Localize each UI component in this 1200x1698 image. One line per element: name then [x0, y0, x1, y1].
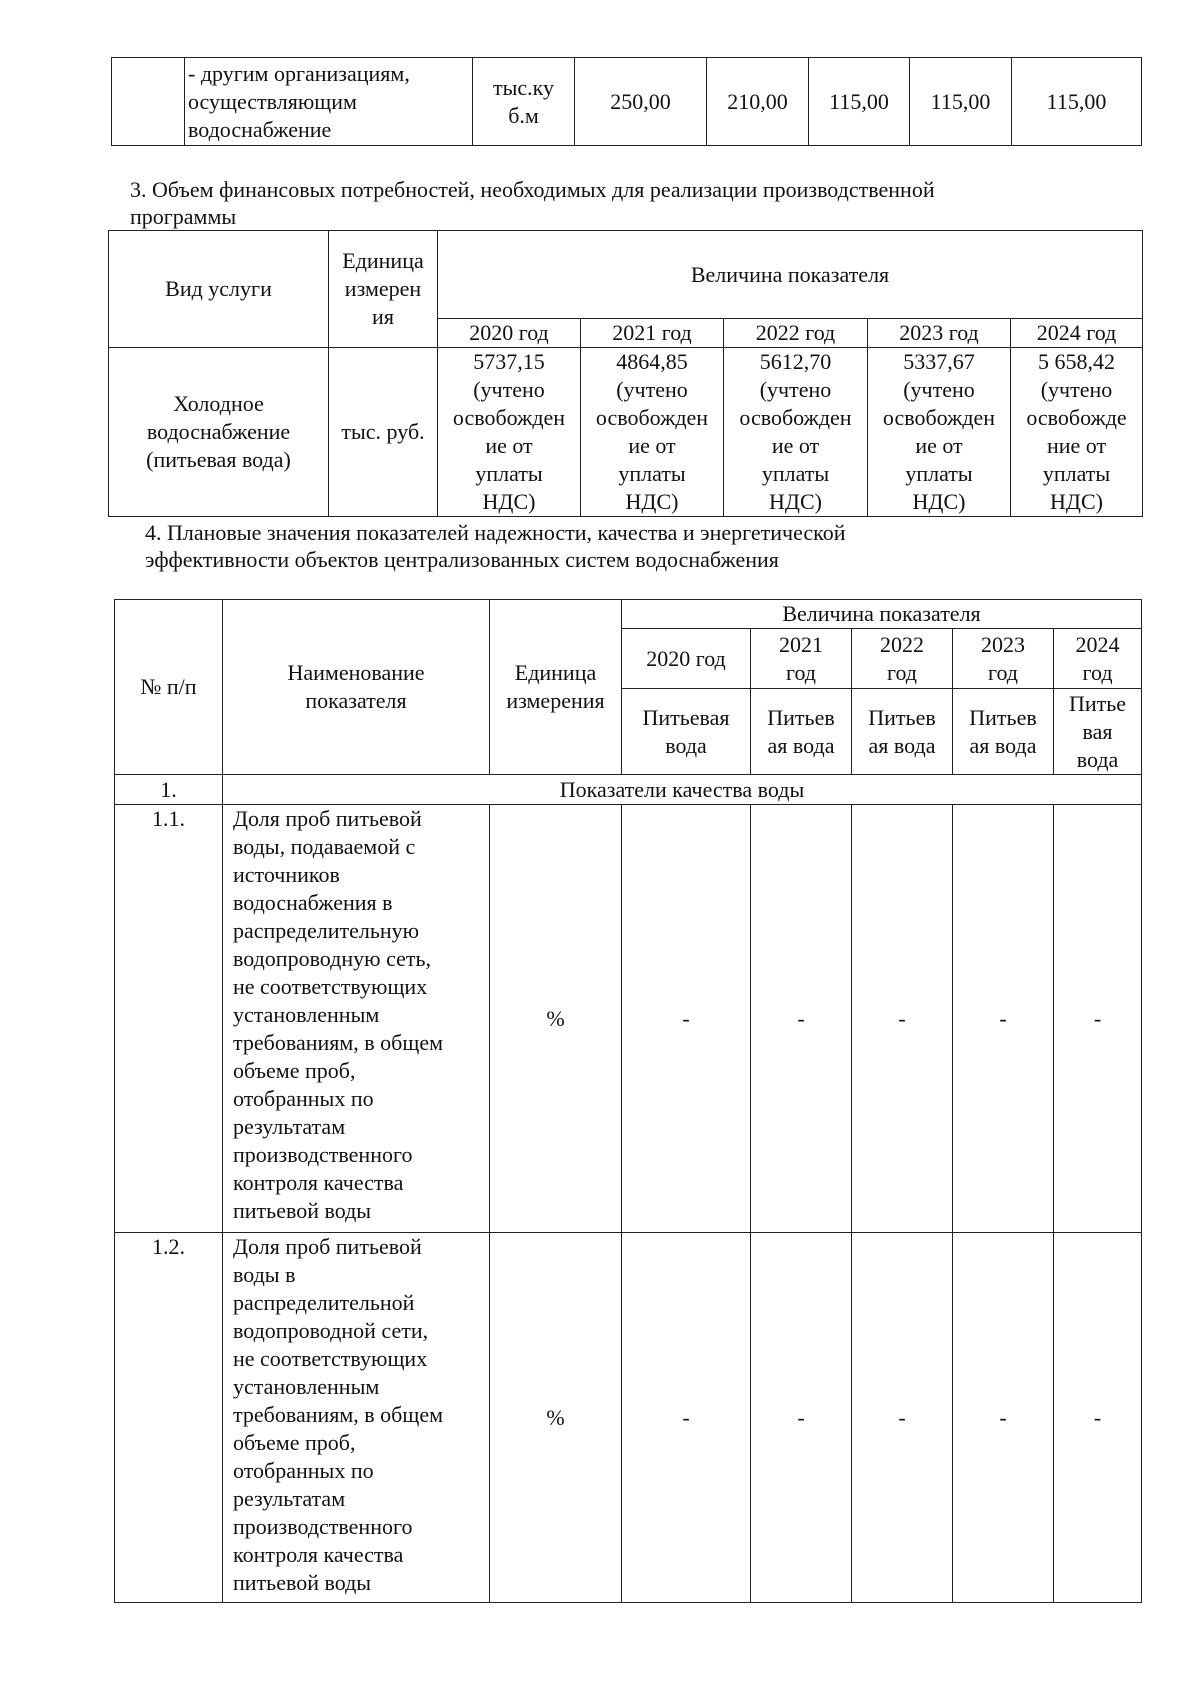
value-header: Величина показателя: [438, 231, 1143, 319]
value-cell: 5737,15 (учтено освобожден ие от уплаты НДС): [438, 348, 581, 517]
indicator-name: Доля проб питьевой воды, подаваемой с источников водоснабжения в распределительную водопроводную сеть, не соответствующих установленным требованиям, в общем объеме проб, отобранных по результатам производственного контроля качества питьевой воды: [223, 805, 490, 1233]
year-header: 2022 год: [724, 319, 868, 348]
value-cell: -: [751, 805, 852, 1233]
water-type-header: Питье вая вода: [1054, 689, 1142, 775]
value-header: Величина показателя: [622, 600, 1142, 629]
section-3-heading: 3. Объем финансовых потребностей, необходимых для реализации производственной программы: [130, 177, 935, 229]
number-header: № п/п: [115, 600, 223, 775]
year-header: 2021 год: [581, 319, 724, 348]
quality-indicators-table: [114, 599, 1142, 1603]
year-header: 2024 год: [1011, 319, 1143, 348]
indicator-label: - другим организациям, осуществляющим водоснабжение: [185, 58, 473, 146]
value-cell: -: [953, 1233, 1054, 1603]
value-cell: -: [622, 805, 751, 1233]
value-cell: 250,00: [575, 58, 707, 146]
value-cell: 115,00: [809, 58, 910, 146]
value-cell: -: [1054, 805, 1142, 1233]
table-row: [115, 1233, 1142, 1603]
unit-cell: тыс.ку б.м: [473, 58, 575, 146]
value-cell: 5612,70 (учтено освобожден ие от уплаты НДС): [724, 348, 868, 517]
service-name: Холодное водоснабжение (питьевая вода): [109, 348, 329, 517]
group-title: Показатели качества воды: [223, 775, 1142, 805]
value-cell: -: [622, 1233, 751, 1603]
value-cell: -: [1054, 1233, 1142, 1603]
value-cell: -: [852, 1233, 953, 1603]
financial-needs-table: [108, 230, 1143, 517]
year-header: 2021 год: [751, 629, 852, 689]
section-4-heading: 4. Плановые значения показателей надежности, качества и энергетической эффективности объектов централизованных систем водоснабжения: [145, 520, 846, 572]
row-number-cell: [112, 58, 185, 146]
year-header: 2020 год: [438, 319, 581, 348]
indicator-name: Доля проб питьевой воды в распределительной водопроводной сети, не соответствующих установленным требованиям, в общем объеме проб, отобранных по результатам производственного контроля качества питьевой воды: [223, 1233, 490, 1603]
group-row: [115, 775, 1142, 805]
unit-cell: тыс. руб.: [329, 348, 438, 517]
year-header: 2020 год: [622, 629, 751, 689]
indicator-name-header: Наименование показателя: [223, 600, 490, 775]
value-cell: 115,00: [1012, 58, 1142, 146]
water-supply-volume-table: [111, 57, 1142, 146]
table-row: [109, 348, 1143, 517]
table-row: [112, 58, 1142, 146]
water-type-header: Питьев ая вода: [751, 689, 852, 775]
value-cell: 210,00: [707, 58, 809, 146]
year-header: 2024 год: [1054, 629, 1142, 689]
group-number: 1.: [115, 775, 223, 805]
water-type-header: Питьев ая вода: [953, 689, 1054, 775]
value-cell: -: [953, 805, 1054, 1233]
unit-cell: %: [490, 805, 622, 1233]
unit-cell: %: [490, 1233, 622, 1603]
year-header: 2023 год: [868, 319, 1011, 348]
table-row: [115, 805, 1142, 1233]
unit-header: Единица измерен ия: [329, 231, 438, 348]
water-type-header: Питьев ая вода: [852, 689, 953, 775]
water-type-header: Питьевая вода: [622, 689, 751, 775]
value-cell: 4864,85 (учтено освобожден ие от уплаты НДС): [581, 348, 724, 517]
value-cell: 5 658,42 (учтено освобожде ние от уплаты НДС): [1011, 348, 1143, 517]
table-header-row: [109, 231, 1143, 319]
table-header-row: [115, 600, 1142, 629]
year-header: 2023 год: [953, 629, 1054, 689]
value-cell: 115,00: [910, 58, 1012, 146]
value-cell: -: [852, 805, 953, 1233]
unit-header: Единица измерения: [490, 600, 622, 775]
row-number: 1.2.: [115, 1233, 223, 1603]
value-cell: -: [751, 1233, 852, 1603]
year-header: 2022 год: [852, 629, 953, 689]
service-type-header: Вид услуги: [109, 231, 329, 348]
value-cell: 5337,67 (учтено освобожден ие от уплаты НДС): [868, 348, 1011, 517]
row-number: 1.1.: [115, 805, 223, 1233]
